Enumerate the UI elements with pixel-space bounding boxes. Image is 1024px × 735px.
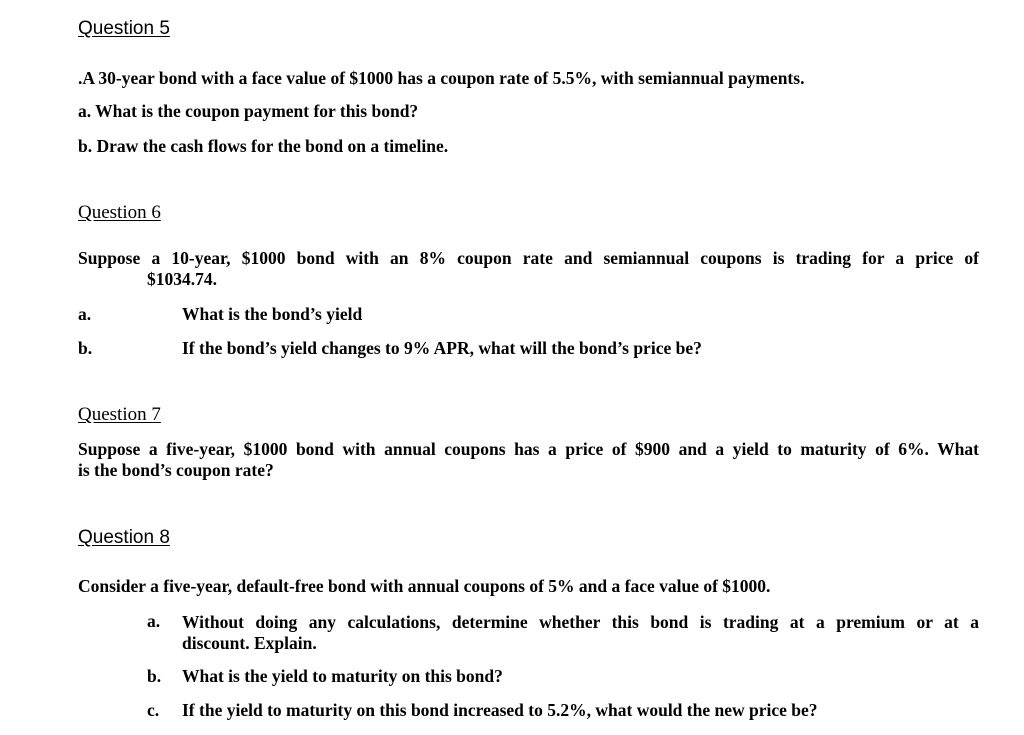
question-8-stem: Consider a five-year, default-free bond with annual coupons of 5% and a face value of $1000. <box>78 576 771 596</box>
question-8-heading: Question 8 <box>78 527 170 548</box>
question-8-item-a-line1: Without doing any calculations, determine whether this bond is trading at a premium or at a <box>182 612 979 632</box>
question-5-part-a: a. What is the coupon payment for this bond? <box>78 101 419 121</box>
question-5-part-b: b. Draw the cash flows for the bond on a timeline. <box>78 136 449 156</box>
question-8-item-c-marker: c. <box>147 700 160 720</box>
question-6-item-a-text: What is the bond’s yield <box>182 304 363 324</box>
question-8-item-a-marker: a. <box>147 611 161 631</box>
question-5-stem: .A 30-year bond with a face value of $1000 has a coupon rate of 5.5%, with semiannual payments. <box>78 68 805 88</box>
question-6-item-b-marker: b. <box>78 338 93 358</box>
question-6-item-b-text: If the bond’s yield changes to 9% APR, what will the bond’s price be? <box>182 338 702 358</box>
question-8-item-b-marker: b. <box>147 666 162 686</box>
question-7-stem-line2: is the bond’s coupon rate? <box>78 460 274 480</box>
question-5-heading: Question 5 <box>78 18 170 39</box>
question-8-item-a-line2: discount. Explain. <box>182 633 317 653</box>
question-8-item-b-text: What is the yield to maturity on this bond? <box>182 666 503 686</box>
question-6-stem-line1: Suppose a 10-year, $1000 bond with an 8% coupon rate and semiannual coupons is trading for a price of <box>78 248 979 268</box>
question-6-stem-line2: $1034.74. <box>147 269 217 289</box>
question-7-heading: Question 7 <box>78 404 161 425</box>
question-6-heading: Question 6 <box>78 202 161 223</box>
question-8-item-c-text: If the yield to maturity on this bond increased to 5.2%, what would the new price be? <box>182 700 818 720</box>
question-6-item-a-marker: a. <box>78 304 92 324</box>
question-7-stem-line1: Suppose a five-year, $1000 bond with annual coupons has a price of $900 and a yield to maturity of 6%. What <box>78 439 979 459</box>
